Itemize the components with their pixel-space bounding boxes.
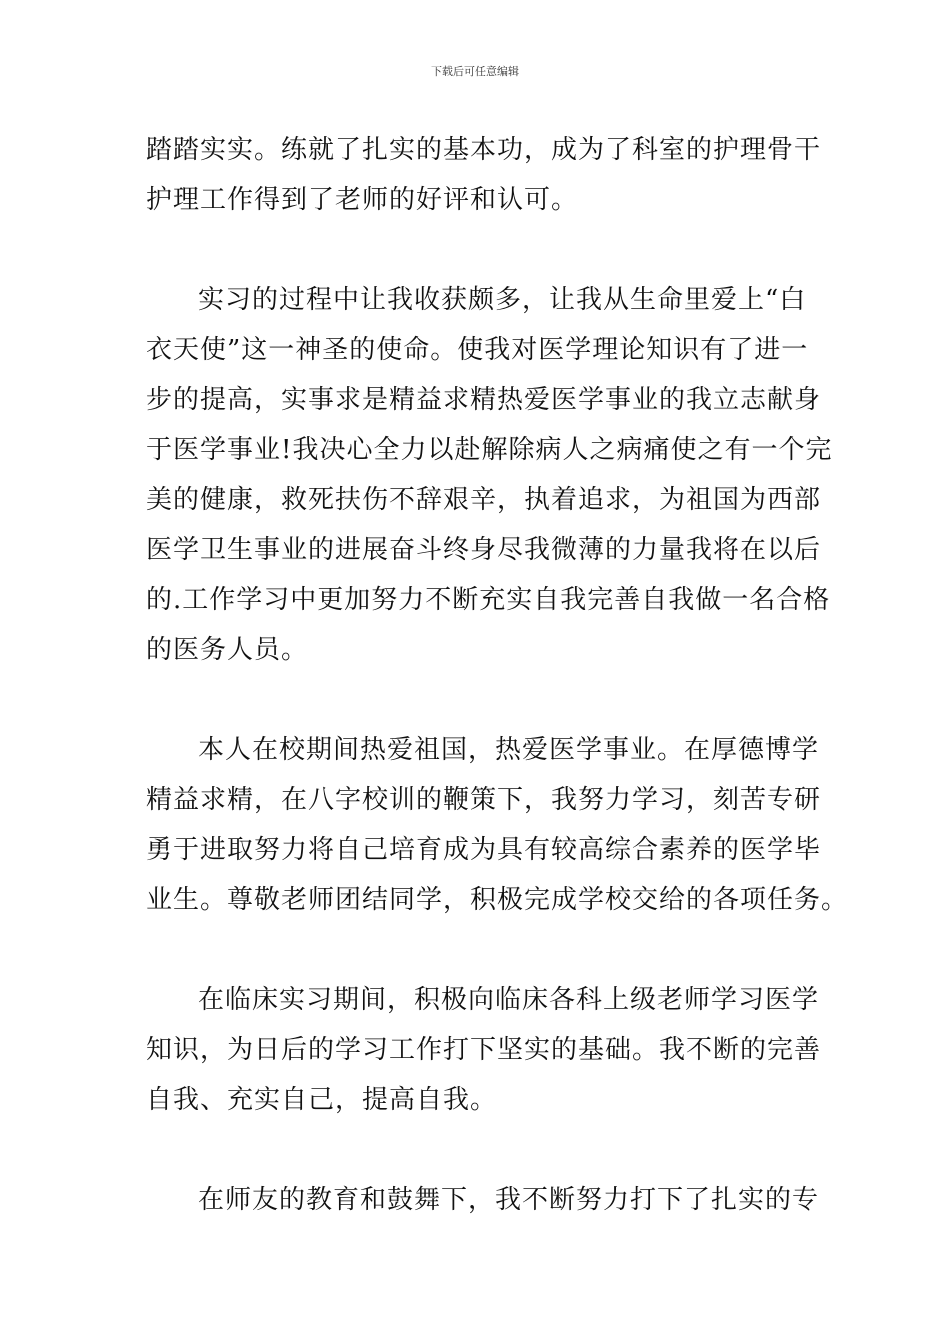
paragraph-1-line-2: 护理工作得到了老师的好评和认可。 bbox=[146, 185, 579, 215]
paragraph-4-line-1: 在临床实习期间，积极向临床各科上级老师学习医学 bbox=[198, 985, 820, 1015]
paragraph-4-line-2: 知识，为日后的学习工作打下坚实的基础。我不断的完善 bbox=[146, 1035, 822, 1065]
paragraph-3-line-1: 本人在校期间热爱祖国，热爱医学事业。在厚德博学 bbox=[198, 735, 820, 765]
paragraph-3-line-2: 精益求精，在八字校训的鞭策下，我努力学习，刻苦专研 bbox=[146, 785, 822, 815]
paragraph-1-line-1: 踏踏实实。练就了扎实的基本功，成为了科室的护理骨干 bbox=[146, 135, 822, 165]
paragraph-3-line-4: 业生。尊敬老师团结同学，积极完成学校交给的各项任务。 bbox=[146, 885, 849, 915]
paragraph-2-line-1: 实习的过程中让我收获颇多，让我从生命里爱上“白 bbox=[198, 285, 807, 315]
paragraph-2-line-8: 的医务人员。 bbox=[146, 635, 309, 665]
paragraph-2-line-5: 美的健康，救死扶伤不辞艰辛，执着追求，为祖国为西部 bbox=[146, 485, 822, 515]
paragraph-3-line-3: 勇于进取努力将自己培育成为具有较高综合素养的医学毕 bbox=[146, 835, 822, 865]
paragraph-4-line-3: 自我、充实自己，提高自我。 bbox=[146, 1085, 498, 1115]
paragraph-2-line-7: 的.工作学习中更加努力不断充实自我完善自我做一名合格 bbox=[146, 585, 831, 615]
page-header: 下载后可任意编辑 bbox=[431, 65, 519, 78]
paragraph-2-line-6: 医学卫生事业的进展奋斗终身尽我微薄的力量我将在以后 bbox=[146, 535, 822, 565]
paragraph-5-line-1: 在师友的教育和鼓舞下，我不断努力打下了扎实的专 bbox=[198, 1185, 820, 1215]
paragraph-2-line-4: 于医学事业!我决心全力以赴解除病人之病痛使之有一个完 bbox=[146, 435, 833, 465]
paragraph-2-line-2: 衣天使”这一神圣的使命。使我对医学理论知识有了进一 bbox=[146, 335, 809, 365]
paragraph-2-line-3: 步的提高，实事求是精益求精热爱医学事业的我立志献身 bbox=[146, 385, 822, 415]
